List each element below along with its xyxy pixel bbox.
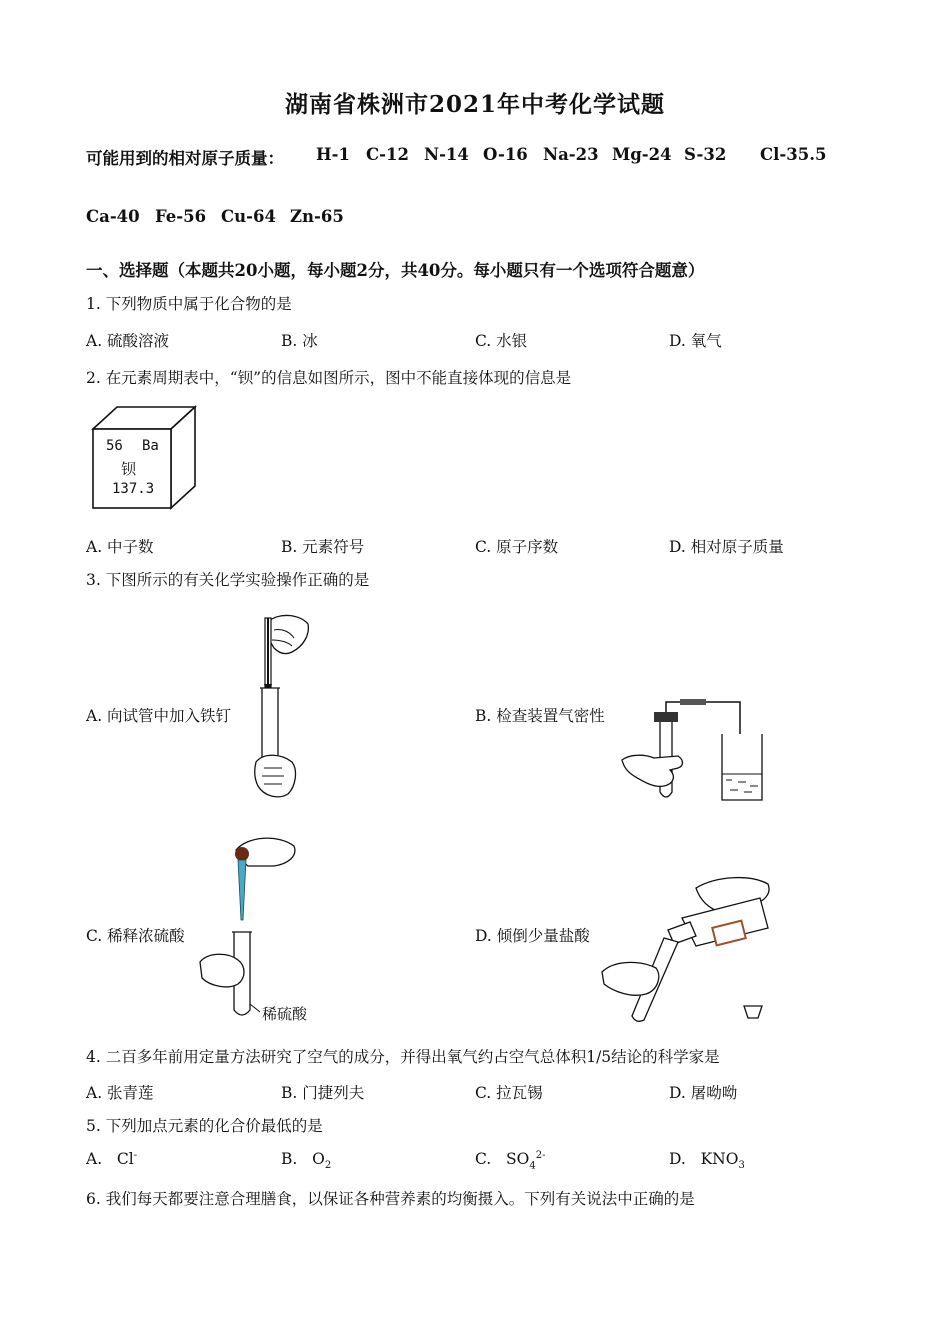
question-5-stem: 5. 下列加点元素的化合价最低的是 (86, 1117, 323, 1135)
atomic-masses-label: 可能用到的相对原子质量： (86, 149, 284, 168)
q3-option-d[interactable]: D. 倾倒少量盐酸 (475, 927, 590, 945)
element-symbol: Ba (142, 438, 159, 454)
question-6-stem: 6. 我们每天都要注意合理膳食，以保证各种营养素的均衡摄入。下列有关说法中正确的是 (86, 1190, 695, 1208)
q1-option-d[interactable]: D. 氧气 (669, 332, 722, 350)
question-4-stem: 4. 二百多年前用定量方法研究了空气的成分，并得出氧气约占空气总体积1/5结论的科学家是 (86, 1048, 720, 1066)
mass-na: Na-23 (543, 145, 599, 164)
element-mass: 137.3 (112, 481, 155, 497)
q5-a-prefix: A. (86, 1150, 103, 1169)
q5-c-formula: SO (506, 1150, 530, 1169)
q5-c-prefix: C. (475, 1150, 492, 1169)
mass-zn: Zn-65 (290, 207, 344, 226)
element-name: 钡 (121, 460, 137, 478)
question-2-stem: 2. 在元素周期表中，“钡”的信息如图所示，图中不能直接体现的信息是 (86, 369, 572, 387)
q5-option-d[interactable] (669, 1150, 745, 1171)
q3-option-c[interactable]: C. 稀释浓硫酸 (86, 927, 185, 945)
mass-cu: Cu-64 (221, 207, 276, 226)
q2-option-c[interactable]: C. 原子序数 (475, 538, 559, 556)
dilute-acid-figure (198, 832, 328, 1024)
q1-option-b[interactable]: B. 冰 (281, 332, 318, 350)
q2-option-a[interactable]: A. 中子数 (86, 538, 154, 556)
mass-h: H-1 (316, 145, 350, 164)
q5-d-subscript: 3 (738, 1160, 745, 1172)
mass-mg: Mg-24 (612, 145, 672, 164)
section-heading: 一、选择题（本题共20小题，每小题2分，共40分。每小题只有一个选项符合题意） (86, 261, 705, 280)
q2-option-b[interactable]: B. 元素符号 (281, 538, 365, 556)
q2-option-d[interactable]: D. 相对原子质量 (669, 538, 784, 556)
dilute-acid-label: 稀硫酸 (262, 1005, 308, 1023)
q5-option-b[interactable] (281, 1150, 331, 1171)
page-title: 湖南省株洲市2021年中考化学试题 (284, 91, 665, 118)
pour-acid-figure (600, 872, 780, 1024)
mass-n: N-14 (424, 145, 469, 164)
q5-b-formula: O (312, 1150, 325, 1168)
airtightness-figure (620, 696, 770, 806)
mass-cl: Cl-35.5 (760, 145, 827, 164)
iron-nail-testtube-figure (244, 612, 314, 804)
q5-a-charge: - (133, 1150, 138, 1161)
q1-option-c[interactable]: C. 水银 (475, 332, 528, 350)
q5-c-subscript: 4 (529, 1160, 536, 1172)
q5-option-c[interactable] (475, 1150, 545, 1171)
q5-option-a[interactable] (86, 1150, 137, 1168)
q1-option-a[interactable]: A. 硫酸溶液 (86, 332, 170, 350)
q5-c-charge: 2- (535, 1150, 546, 1161)
q3-option-a[interactable]: A. 向试管中加入铁钉 (86, 707, 232, 725)
mass-ca: Ca-40 (86, 207, 140, 226)
question-3-stem: 3. 下图所示的有关化学实验操作正确的是 (86, 571, 370, 589)
q5-d-prefix: D. (669, 1150, 686, 1168)
mass-fe: Fe-56 (155, 207, 207, 226)
q4-option-b[interactable]: B. 门捷列夫 (281, 1084, 365, 1102)
question-1-stem: 1. 下列物质中属于化合物的是 (86, 295, 292, 313)
q5-d-formula: KNO (700, 1150, 739, 1168)
q3-option-b[interactable]: B. 检查装置气密性 (475, 707, 605, 725)
mass-s: S-32 (684, 145, 727, 164)
q4-option-a[interactable]: A. 张青莲 (86, 1084, 154, 1102)
q4-option-c[interactable]: C. 拉瓦锡 (475, 1084, 543, 1102)
q4-option-d[interactable]: D. 屠呦呦 (669, 1084, 738, 1102)
mass-o: O-16 (483, 145, 528, 164)
element-number: 56 (106, 438, 123, 454)
mass-c: C-12 (366, 145, 409, 164)
q5-b-subscript: 2 (324, 1160, 332, 1172)
q5-b-prefix: B. (281, 1150, 298, 1168)
q5-a-formula: Cl (116, 1150, 134, 1169)
